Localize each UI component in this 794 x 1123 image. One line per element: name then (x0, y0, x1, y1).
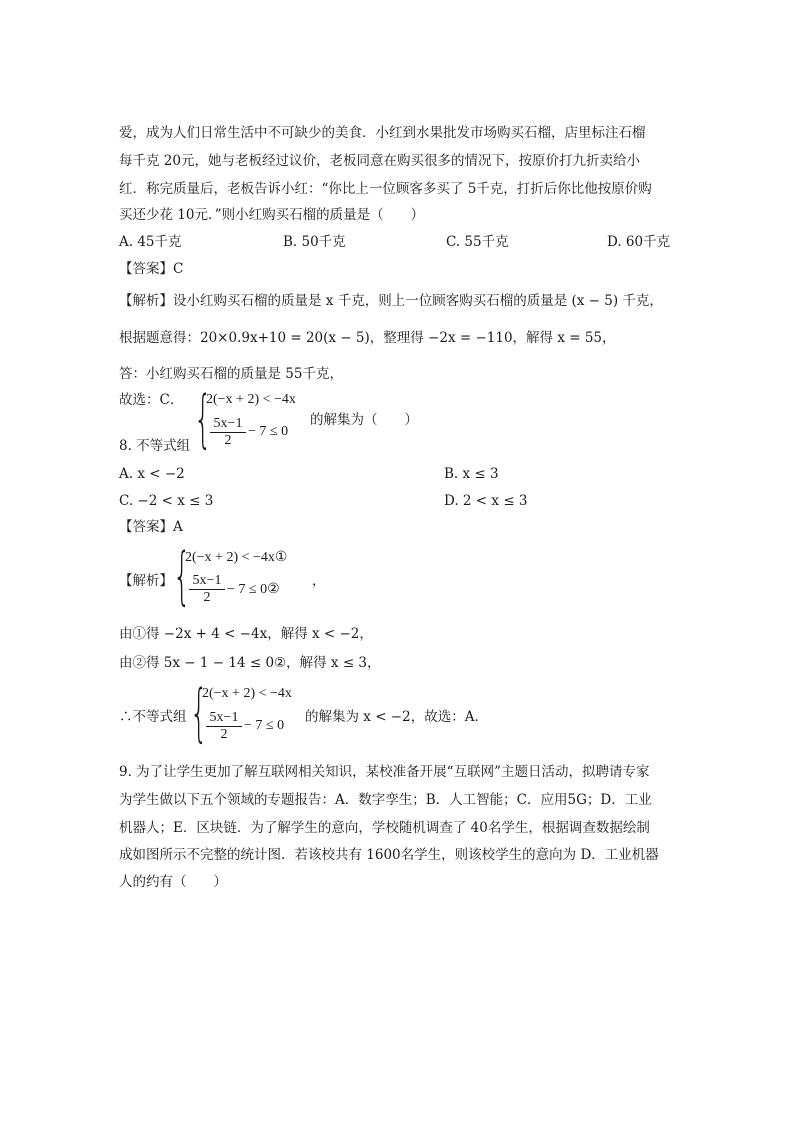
q8-analysis-comma: ， (312, 573, 326, 589)
q7-analysis-2: 根据题意得：20×0.9x+10 = 20(x − 5)，整理得 −2x = −110，解得 x = 55， (119, 330, 616, 346)
q8-step-1: 由①得 −2x + 4 < −4x，解得 x < −2， (119, 626, 373, 642)
q7-analysis-1: 【解析】设小红购买石榴的质量是 x 千克，则上一位顾客购买石榴的质量是 (x − 5) 千克， (119, 293, 663, 309)
q7-option-a: A. 45千克 (119, 234, 182, 250)
q8-fraction-denominator: 2 (224, 433, 232, 448)
q7-line-4: 买还少花 10元．”则小红购买石榴的质量是（ ） (119, 207, 425, 223)
q7-option-c: C. 55千克 (446, 234, 509, 250)
q7-answer: 【答案】C (119, 261, 184, 277)
q8-stem-suffix: 的解集为（ ） (310, 412, 418, 428)
q8-brace: { (194, 382, 212, 455)
q8-conclusion-system (190, 676, 310, 752)
q8-analysis-eq1: 2(−x + 2) < −4x① (185, 550, 288, 565)
q9-line-2: 为学生做以下五个领域的专题报告：A．数字孪生；B．人工智能；C．应用5G；D．工业 (119, 792, 652, 808)
q8-conclusion-eq1: 2(−x + 2) < −4x (202, 686, 292, 701)
q8-fraction (210, 416, 246, 449)
q7-line-1: 爱，成为人们日常生活中不可缺少的美食．小红到水果批发市场购买石榴，店里标注石榴 (119, 125, 646, 141)
q8-conclusion-fraction (206, 710, 242, 743)
q7-line-2: 每千克 20元，她与老板经过议价，老板同意在购买很多的情况下，按原价打九折卖给小 (119, 153, 640, 169)
q8-conclusion-fraction-numerator: 5x−1 (206, 710, 242, 727)
q8-conclusion-eq2-tail: − 7 ≤ 0 (244, 718, 285, 733)
q8-eq1: 2(−x + 2) < −4x (206, 392, 296, 407)
q8-option-c: C. −2 < x ≤ 3 (119, 493, 214, 509)
q8-conclusion-suffix: 的解集为 x < −2，故选：A． (305, 709, 488, 725)
q8-analysis-eq2-tail: − 7 ≤ 0② (227, 582, 280, 597)
q8-analysis-fraction-numerator: 5x−1 (189, 573, 225, 590)
q7-analysis-3: 答：小红购买石榴的质量是 55千克， (119, 366, 343, 382)
q9-line-3: 机器人；E．区块链．为了解学生的意向，学校随机调查了 40名学生，根据调查数据绘制 (119, 820, 650, 836)
q8-inequality-system (194, 382, 314, 458)
q8-analysis-label: 【解析】 (119, 573, 173, 589)
q7-option-b: B. 50千克 (283, 234, 346, 250)
q8-stem-prefix: 8. 不等式组 (119, 438, 191, 454)
q8-option-b: B. x ≤ 3 (444, 466, 499, 482)
q9-line-4: 成如图所示不完整的统计图．若该校共有 1600名学生，则该校学生的意向为 D．工业机器 (119, 847, 659, 863)
q8-eq2-tail: − 7 ≤ 0 (248, 424, 289, 439)
q8-analysis-fraction-denominator: 2 (203, 590, 211, 605)
q8-analysis-fraction (189, 573, 225, 606)
q9-line-5: 人的约有（ ） (119, 874, 227, 890)
q7-line-3: 红．称完质量后，老板告诉小红：“你比上一位顾客多买了 5千克，打折后你比他按原价购 (119, 181, 652, 197)
q8-fraction-numerator: 5x−1 (210, 416, 246, 433)
q8-conclusion-prefix: ∴不等式组 (119, 709, 187, 725)
q8-answer: 【答案】A (119, 519, 183, 535)
q8-analysis-system (173, 539, 313, 615)
q8-option-a: A. x < −2 (119, 466, 185, 482)
q8-option-d: D. 2 < x ≤ 3 (444, 493, 528, 509)
q7-analysis-4: 故选：C． (119, 392, 184, 408)
q8-conclusion-brace: { (190, 676, 208, 749)
q8-conclusion-fraction-denominator: 2 (220, 727, 228, 742)
q9-line-1: 9. 为了让学生更加了解互联网相关知识，某校准备开展“互联网”主题日活动，拟聘请专家 (119, 764, 650, 780)
q8-step-2: 由②得 5x − 1 − 14 ≤ 0②，解得 x ≤ 3， (119, 655, 381, 671)
q7-option-d: D. 60千克 (607, 234, 671, 250)
q8-analysis-brace: { (173, 539, 191, 612)
